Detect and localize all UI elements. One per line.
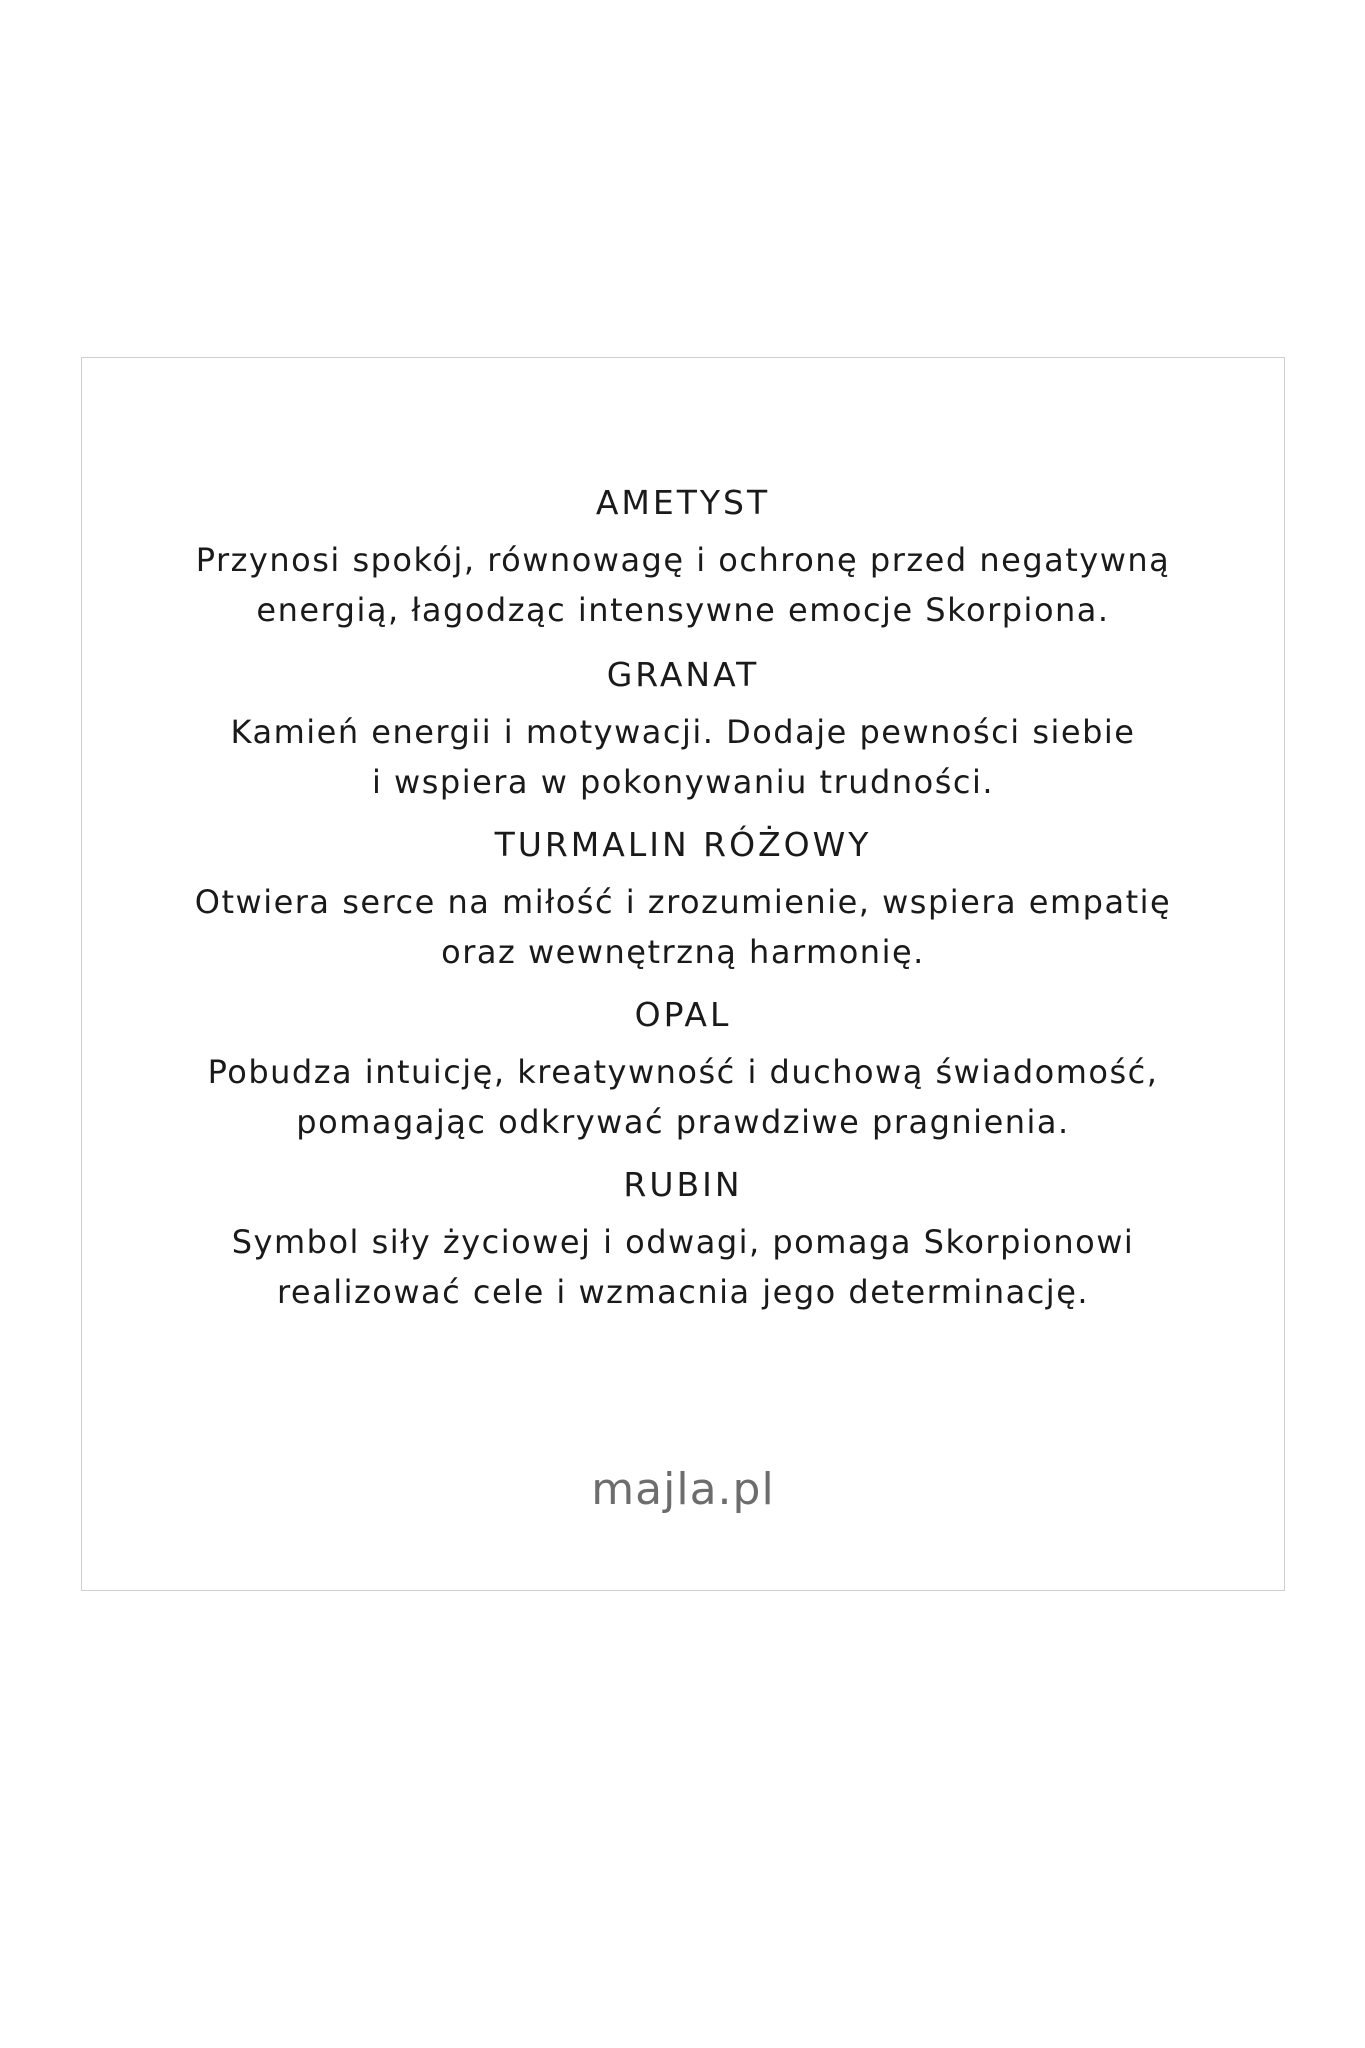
stone-description [82, 707, 1284, 807]
stone-name: GRANAT [606, 655, 760, 694]
description-line: pomagając odkrywać prawdziwe pragnienia. [296, 1103, 1070, 1141]
description-line: Kamień energii i motywacji. Dodaje pewności siebie [230, 713, 1136, 751]
stone-description [82, 535, 1284, 635]
stone-ametyst [82, 483, 1284, 635]
stones-card [81, 357, 1285, 1591]
stone-granat [82, 655, 1284, 807]
stone-name: RUBIN [623, 1165, 743, 1204]
description-line: oraz wewnętrzną harmonię. [441, 933, 925, 971]
description-line: Pobudza intuicję, kreatywność i duchową świadomość, [207, 1053, 1159, 1091]
stone-name: TURMALIN RÓŻOWY [494, 825, 872, 864]
stone-turmalin-rozowy [82, 825, 1284, 977]
stone-opal [82, 995, 1284, 1147]
stone-rubin [82, 1165, 1284, 1317]
stone-description [82, 877, 1284, 977]
description-line: energią, łagodząc intensywne emocje Skorpiona. [256, 591, 1110, 629]
description-line: Przynosi spokój, równowagę i ochronę przed negatywną [195, 541, 1171, 579]
stone-description [82, 1217, 1284, 1317]
stone-name: AMETYST [595, 483, 771, 522]
description-line: Symbol siły życiowej i odwagi, pomaga Skorpionowi [231, 1223, 1135, 1261]
description-line: Otwiera serce na miłość i zrozumienie, wspiera empatię [194, 883, 1172, 921]
brand-wordmark: majla.pl [591, 1464, 775, 1515]
description-line: realizować cele i wzmacnia jego determinację. [276, 1273, 1090, 1311]
description-line: i wspiera w pokonywaniu trudności. [371, 763, 995, 801]
stone-description [82, 1047, 1284, 1147]
stone-name: OPAL [634, 995, 732, 1034]
